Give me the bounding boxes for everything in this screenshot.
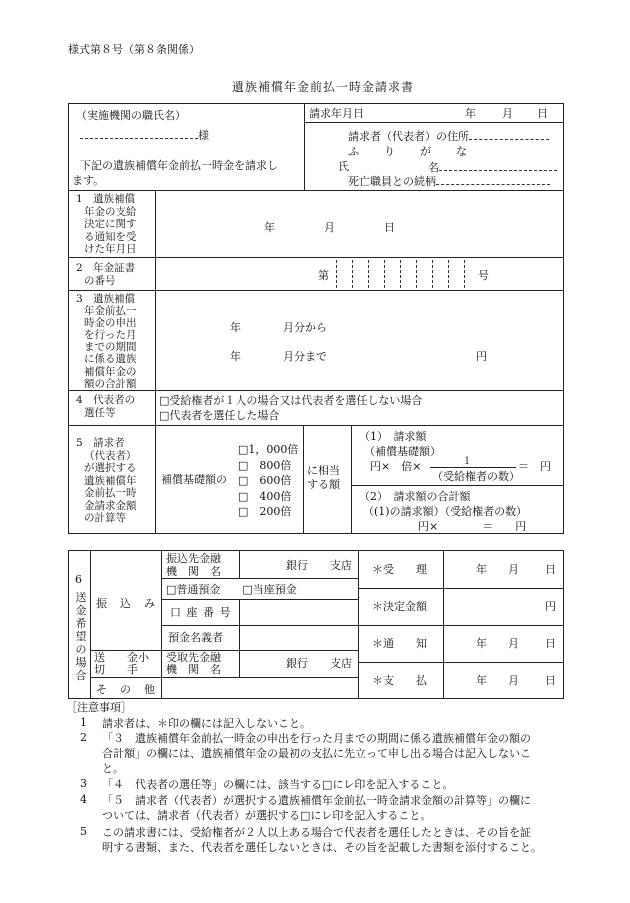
section6-label: 送 金 希 望 の 場 合: [75, 591, 87, 682]
calc1-formula-a[interactable]: 円× 倍×: [370, 460, 422, 473]
furigana-label: ふ り が な: [348, 145, 468, 158]
note-5: この請求書には、受給権者が２人以上ある場合で代表者を選任したときは、その旨を証 明する書類、また、代表者を選任しないときは、その旨を記載した書類を添付すること。: [102, 826, 542, 854]
request-date-label: 請求年月日: [309, 107, 364, 120]
other-field[interactable]: [162, 678, 358, 698]
multiplier-600[interactable]: □ 600倍: [238, 474, 292, 487]
relation-field[interactable]: 死亡職員との続柄: [348, 174, 550, 189]
multiplier-200[interactable]: □ 200倍: [238, 505, 292, 518]
calc1-one: １: [462, 456, 472, 467]
other-label: そ の 他: [96, 683, 156, 696]
row4-option-representative[interactable]: □代表者を選任した場合: [159, 409, 280, 422]
multiplier-1000[interactable]: □1，000倍: [238, 443, 299, 456]
row1-year[interactable]: 年: [264, 221, 275, 234]
receipt-day: 日: [545, 563, 556, 576]
row5-label: 5 請求者 （代表者） が選択する 遺族補償年 金前払一時 金請求金額 の計算等: [76, 437, 137, 524]
payment-label: ＊支 払: [372, 674, 427, 687]
row5-multiplier-options: [238, 442, 298, 520]
notice-year: 年: [476, 637, 487, 650]
payment-month: 月: [508, 674, 519, 687]
account-name-field[interactable]: [240, 626, 358, 650]
agency-label: （実施機関の職氏名）: [76, 109, 186, 122]
row5-base-label: 補償基礎額の: [161, 473, 227, 486]
calc1-eq: ＝ 円: [518, 460, 551, 473]
form-number: 様式第８号（第８条関係）: [68, 43, 200, 56]
receipt-year: 年: [476, 563, 487, 576]
furikomi-label: 振 込 み: [96, 597, 156, 610]
request-date-month[interactable]: 月: [502, 107, 513, 120]
account-name-label: 預金名義者: [168, 631, 223, 644]
row3-label: 3 遺族補償 年金前払一 時金の申出 を行った月 までの期間 に係る遺族 補償年金の 額の合計額: [76, 293, 137, 390]
bank-branch-field[interactable]: 銀行 支店: [286, 559, 352, 572]
note-3: 「４ 代表者の選任等」の欄には、該当する□にレ印を記入すること。: [102, 778, 454, 791]
row4-option-single[interactable]: □受給権者が１人の場合又は代表者を選任しない場合: [159, 394, 423, 407]
note-2-number: 2: [80, 731, 87, 744]
account-type-options[interactable]: □普通預金 □当座預金: [166, 583, 297, 596]
bank-label: 振込先金融 機 関 名: [166, 552, 221, 578]
row4-label: 4 代表者の 選任等: [76, 394, 136, 419]
request-date-day[interactable]: 日: [537, 107, 548, 120]
calc2-title: （2） 請求額の合計額: [359, 490, 471, 503]
row3-yen: 円: [476, 350, 487, 363]
notes-heading: ［注意事項］: [66, 701, 132, 714]
row2-label: 2 年金証書 の番号: [76, 262, 136, 287]
account-number-label: 口 座 番 号: [170, 606, 232, 619]
note-1: 請求者は、＊印の欄には記入しないこと。: [102, 717, 311, 730]
claimant-address-field[interactable]: 請求者（代表者）の住所: [348, 129, 549, 144]
name-field[interactable]: 名: [428, 160, 557, 175]
note-3-number: 3: [80, 777, 87, 790]
multiplier-400[interactable]: □ 400倍: [238, 489, 292, 503]
decided-amount-yen: 円: [545, 600, 556, 613]
row1-day[interactable]: 日: [384, 221, 395, 234]
request-text-1: 下記の遺族補償年金前払一時金を請求し: [80, 159, 278, 172]
name-left: 氏: [338, 160, 349, 173]
note-4: 「５ 請求者（代表者）が選択する遺族補償年金前払一時金請求金額の計算等」の欄に ついては、請求者（代表者）が選択する□にレ印を記入すること。: [102, 794, 531, 822]
note-1-number: 1: [80, 716, 87, 729]
multiplier-800[interactable]: □ 800倍: [238, 458, 292, 472]
document-title: 遺族補償年金前払一時金請求書: [232, 80, 415, 94]
sama-label: 様: [198, 129, 209, 142]
receipt-label: ＊受 理: [372, 563, 427, 576]
notice-label: ＊通 知: [372, 637, 427, 650]
notice-day: 日: [545, 637, 556, 650]
row1-month[interactable]: 月: [324, 221, 335, 234]
calc1-title: （1） 請求額: [359, 430, 427, 443]
note-5-number: 5: [80, 825, 87, 838]
decided-amount-label: ＊決定金額: [372, 600, 427, 613]
row1-label: 1 遺族補償 年金の支給 決定に関す る通知を受 けた年月日: [76, 193, 137, 255]
certificate-number-field[interactable]: [337, 260, 464, 288]
row3-to[interactable]: 年 月分まで: [230, 350, 327, 363]
kogitte-label: 送 金小 切 手: [94, 651, 149, 676]
receiving-bank-label: 受取先金融 機 関 名: [166, 651, 221, 676]
receiving-bank-branch-field[interactable]: 銀行 支店: [286, 657, 352, 670]
receipt-month: 月: [508, 563, 519, 576]
note-4-number: 4: [80, 793, 87, 806]
calc1-denominator: （受給権者の数）: [432, 470, 520, 483]
row2-dai: 第: [318, 269, 329, 282]
payment-day: 日: [545, 674, 556, 687]
request-date-year[interactable]: 年: [465, 107, 476, 120]
row3-from[interactable]: 年 月分から: [230, 321, 327, 334]
calc2-sub: （(1)の請求額）（受給権者の数）: [363, 505, 528, 518]
calc2-formula[interactable]: 円× ＝ 円: [418, 520, 527, 533]
payment-year: 年: [476, 674, 487, 687]
section6-number: 6: [75, 573, 82, 586]
addressee-field[interactable]: [80, 128, 209, 143]
request-text-2: ます。: [72, 174, 105, 187]
calc1-sub: （補償基礎額）: [364, 445, 441, 458]
note-2: 「３ 遺族補償年金前払一時金の申出を行った月までの期間に係る遺族補償年金の額の 合計額」の欄には、遺族補償年金の最初の支払に先立って申し出る場合は記入しないこ と。: [102, 732, 531, 775]
account-number-field[interactable]: [240, 600, 358, 624]
row5-equiv: に相当 する額: [307, 464, 340, 491]
row2-go: 号: [478, 269, 489, 282]
notice-month: 月: [508, 637, 519, 650]
